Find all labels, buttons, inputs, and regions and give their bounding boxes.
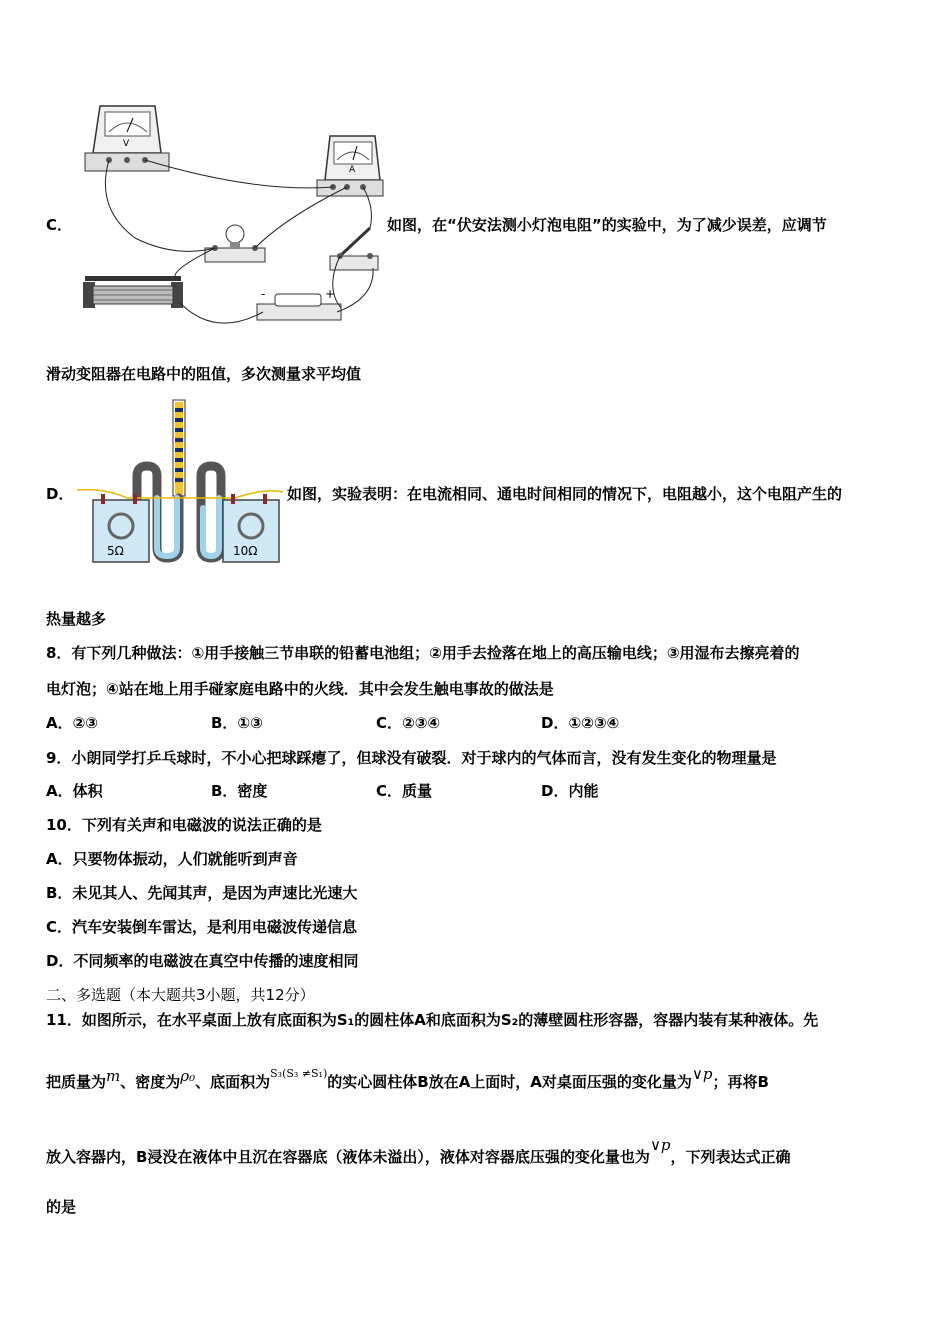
scale-ruler-icon — [173, 400, 185, 496]
q7-d-label: D． — [46, 485, 74, 503]
q7-c-text: 如图，在“伏安法测小灯泡电阻”的实验中，为了减少误差，应调节 — [387, 216, 827, 234]
q11-stem-line4: 的是 — [46, 1198, 77, 1216]
q8-stem: 8．有下列几种做法：①用手接触三节串联的铅蓄电池组；②用手去捡落在地上的高压输电线；③用湿布去擦亮着的 — [46, 644, 800, 662]
ammeter-label: A — [349, 165, 356, 175]
q10-option-b: B．未见其人、先闻其声，是因为声速比光速大 — [46, 884, 358, 902]
q7-d-text: 如图，实验表明：在电流相同、通电时间相同的情况下，电阻越小，这个电阻产生的 — [287, 485, 843, 503]
rheostat-icon — [83, 276, 183, 308]
pressure-change-symbol-2: ∨p — [649, 1136, 671, 1154]
right-resistor-label: 10Ω — [233, 544, 258, 558]
q8-stem-cont: 电灯泡；④站在地上用手碰家庭电路中的火线．其中会发生触电事故的做法是 — [46, 680, 554, 698]
q10-option-a: A．只要物体振动，人们就能听到声音 — [46, 850, 298, 868]
left-beaker-icon — [93, 494, 149, 562]
q8-option-b: B．①③ — [211, 714, 263, 732]
q11-text-g: ，下列表达式正确 — [670, 1148, 791, 1166]
q11-text-d: 的实心圆柱体B放在A上面时，A对桌面压强的变化量为 — [327, 1073, 692, 1091]
q9-option-a: A．体积 — [46, 782, 103, 800]
circuit-diagram — [75, 98, 385, 328]
q9-option-d: D．内能 — [541, 782, 599, 800]
q11-text-c: 、底面积为 — [195, 1073, 271, 1091]
q9-option-b: B．密度 — [211, 782, 268, 800]
mass-symbol: m — [106, 1067, 121, 1085]
joule-heating-diagram — [75, 398, 285, 568]
q8-option-d: D．①②③④ — [541, 714, 620, 732]
left-resistor-label: 5Ω — [107, 544, 124, 558]
q11-text-a: 把质量为 — [46, 1073, 107, 1091]
battery-minus-label: - — [261, 287, 266, 301]
q10-stem: 10．下列有关声和电磁波的说法正确的是 — [46, 816, 322, 834]
section-heading: 二、多选题（本大题共3小题，共12分） — [46, 986, 315, 1004]
q9-stem: 9．小朗同学打乒乓球时，不小心把球踩瘪了，但球没有破裂．对于球内的气体而言，没有发生变化的物理量是 — [46, 749, 777, 767]
q7-c-label: C． — [46, 216, 73, 234]
q9-option-c: C．质量 — [376, 782, 433, 800]
battery-plus-label: + — [325, 287, 336, 301]
q11-text-b: 、密度为 — [120, 1073, 181, 1091]
q7-c-text-cont: 滑动变阻器在电路中的阻值，多次测量求平均值 — [46, 365, 362, 383]
area-symbol: S₃(S₃ ≠S₁) — [270, 1067, 328, 1080]
q11-text-e: ；再将B — [712, 1073, 769, 1091]
q11-stem: 11．如图所示，在水平桌面上放有底面积为S₁的圆柱体A和底面积为S₂的薄壁圆柱形容器，容器内装有某种液体。先 — [46, 1011, 819, 1029]
voltmeter-label: V — [123, 139, 130, 149]
q7-d-text-cont: 热量越多 — [46, 610, 107, 628]
right-beaker-icon — [223, 494, 279, 562]
q11-text-f: 放入容器内，B浸没在液体中且沉在容器底（液体未溢出），液体对容器底压强的变化量也为 — [46, 1148, 650, 1166]
bulb-icon — [205, 225, 265, 262]
battery-icon — [257, 287, 341, 320]
voltmeter-icon — [85, 106, 169, 171]
pressure-change-symbol: ∨p — [691, 1065, 713, 1083]
q8-option-a: A．②③ — [46, 714, 99, 732]
density-symbol: ρ₀ — [180, 1067, 196, 1085]
q10-option-d: D．不同频率的电磁波在真空中传播的速度相同 — [46, 952, 359, 970]
q11-stem-line3 — [46, 1136, 791, 1167]
q10-option-c: C．汽车安装倒车雷达，是利用电磁波传递信息 — [46, 918, 358, 936]
q8-option-c: C．②③④ — [376, 714, 441, 732]
q11-stem-line2 — [46, 1065, 769, 1094]
